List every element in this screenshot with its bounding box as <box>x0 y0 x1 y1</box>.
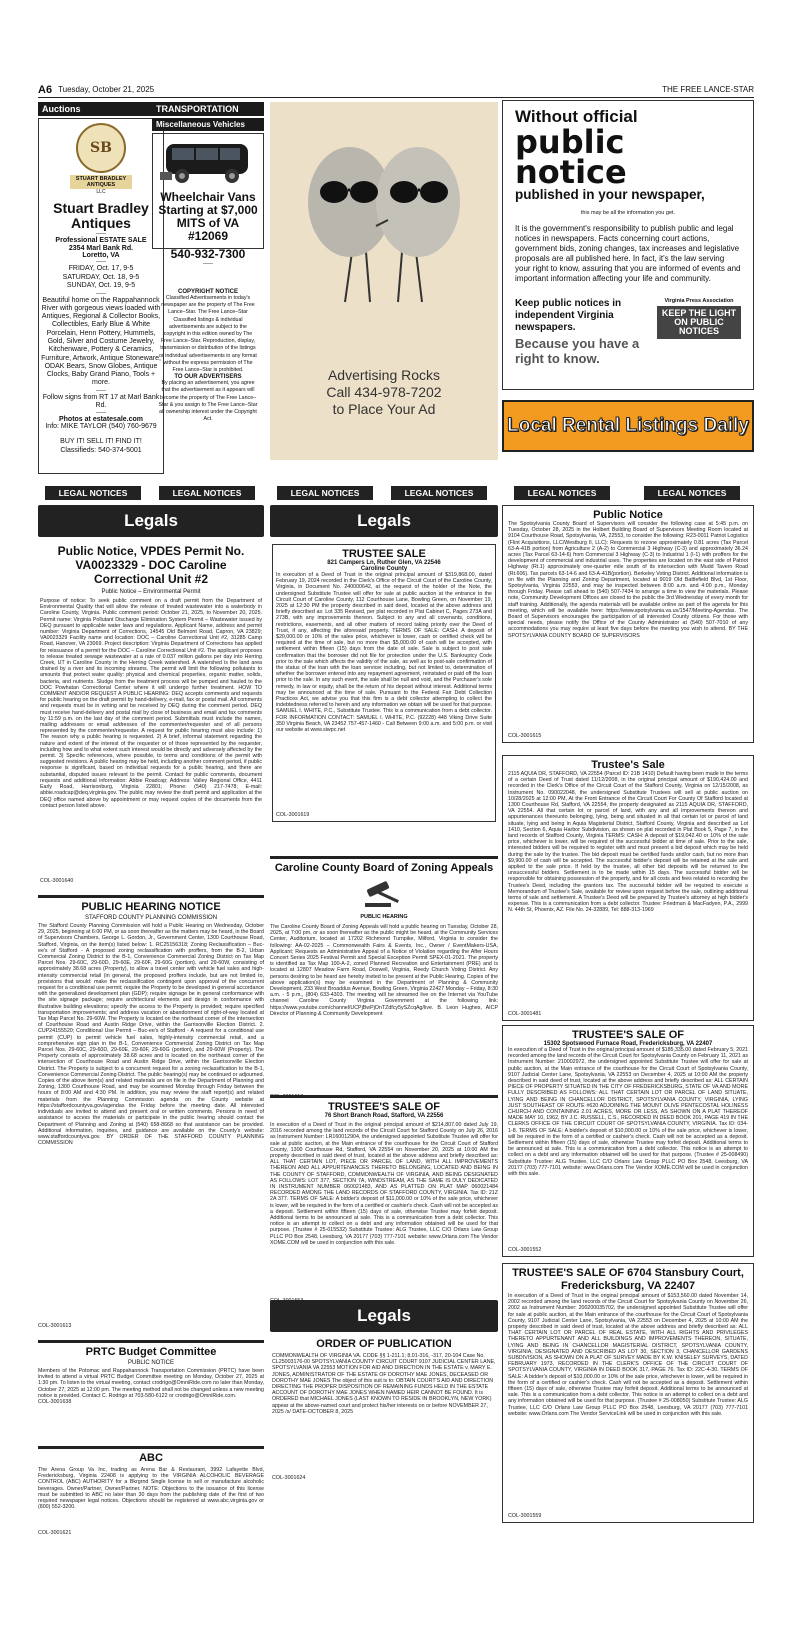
rocks-ad[interactable] <box>270 102 498 460</box>
copyright-body: Classified Advertisements in today's newspaper are the property of The Free Lance–Star. The Free Lance–Star Classified listings & individual advertisements are subject to the copyright in this edition owned by The Free Lance–Star. Reproduction, display, transmission or distribution of the listings or individual advertisements in any format without the express permission of The Free Lance–Star is prohibited. <box>159 295 257 374</box>
trustees-sale-notice <box>502 755 754 1021</box>
sale-directions: Follow signs from RT 17 at Marl Bank Rd. <box>42 393 160 410</box>
notice-body: COMMONWEALTH OF VIRGINIA VA. CODE §§ 1-211.1; 8.01-316, -317, 20-104 Case No. CL25003176-00 SPOTSYLVANIA COUNTY CIRCUIT COURT 9107 JUDICIAL CENTER LANE, SPOTSYLVANIA VA 22553 MOTION FOR AID AND DIRECTION IN THE ESTATE v. MARY E. JONES, ADMINISTRATOR OF THE ESTATE OF DOROTHY MAE JONES, DECEASED OR DOROTHY MAE JONES The object of this suit is to: OBTAIN COURT'S AID AND DIRECTION DIRECTING THE PROPER DISPOSITION OF REMAINING FUNDS HELD IN THE ESTATE ACCOUNT OF DOROTHY MAE JONES WHEN NAMED HEIR CANNOT BE FOUND. It is ORDERED that MICHAEL JONES (LAST KNOWN TO RESIDE IN BROOKLYN, NEW YORK) appear at the above-named court and protect his/her interests on or before NOVEMBER 27, 2025 /s/ DATE-OCTOBER 8, 2025 <box>272 1353 496 1415</box>
legal-notices-label: LEGAL NOTICES <box>45 486 142 500</box>
notice-id: COL-3001640 <box>40 878 74 884</box>
hearing-notice <box>38 895 264 1329</box>
pn-body: It is the government's responsibility to publish public and legal notices in newspapers. Facts concerning court actions, government bids, zoning changes, tax increases and legislative proposals are all published here. In fact, it's the law serving your right to know, assuring that you are informed of events and important information affecting your life and community. <box>515 224 741 283</box>
notice-id: COL-3001618 <box>270 1094 304 1100</box>
sale-dates: FRIDAY, Oct. 17, 9-5 SATURDAY, Oct. 18, 9-5 SUNDAY, Oct. 19, 9-5 <box>62 265 140 289</box>
auctions-header: Auctions <box>38 102 164 116</box>
abc-notice <box>38 1446 264 1537</box>
page-header <box>38 82 754 98</box>
pn-line1: Without official <box>515 107 638 126</box>
notice-id: COL-3001621 <box>38 1530 72 1537</box>
notice-id: COL-3001613 <box>38 1323 72 1329</box>
notice-title: Caroline County Board of Zoning Appeals <box>274 862 494 874</box>
notice-body: 2115 AQUIA DR, STAFFORD, VA 22554 (Parcel ID: 21B 1410) Default having been made in the terms of a certain Deed of Trust dated 11/12/2008, in the original principal amount of $190,424.00 and recorded in the Clerk's Office of the Circuit Court of the Stafford County, Virginia on 12/15/2008, as Instrument No. 090022048, the undersigned Substitute Trustees will sell at public auction on 10/28/2025 at 12:00 PM, At the Front Entrance of the Circuit Court For County Of Stafford located at 1300 Courthouse Rd, Stafford, VA 22554, the property designated as 2115 AQUIA DR, STAFFORD, VA 22554. All that certain lot or parcel of land, with any and all improvements thereon and appurtenances thereunto belonging, lying, being and situated in all that certain lot or parcel of land situate, lying and being in Aquia Magisterial District, Stafford County, Virginia and described as Lot 1410, Section 6, Aquia Harbor Subdivision, as shown on plat recorded in Plat Book 5, Page 7, in the land records of Stafford County, Virginia TERMS: CASH: A deposit of $19,042.40 or 10% of the sale price, whichever is lower, will be required of the successful bidder at time of sale. Prior to the sale, interested bidders will be required to register with and must present a bid deposit which may be held during the sale by the trustee. The bid deposit must be certified funds and/or cash, but no more than $9,900.00 of cash will be accepted. The successful bidder's deposit will be retained at the sale and applied to the sale price. If held by the trustee, all other bid deposits will be returned to the unsuccessful bidders. Settlement is to be made within 15 days. The successful bidder will be responsible for obtaining possession of the property, and for all costs and fees related to recording the Trustee's Deed, including the grantors tax. The successful bidder will be required to execute a Memorandum of Trustee's Sale, available for review upon request before the sale, outlining additional terms of sale and settlement. A Trustee's Deed will be prepared by Trustee's attorney at high bidder's expense. This is a communication from a debt collector. Trustee: Friedman & MacFadyen, P.A., 2999 N. 44th St, Phoenix, AZ. File No. 24-32889, Tel: 888-313-1969 <box>508 771 748 914</box>
van-ad-title: Wheelchair Vans Starting at $7,000 MITS of VA #12069 <box>158 190 258 243</box>
public-notice-ad <box>502 100 754 390</box>
rocks-illustration <box>270 102 498 362</box>
transportation-header: TRANSPORTATION <box>152 102 264 116</box>
publication-name: THE FREE LANCE-STAR <box>662 85 754 94</box>
legal-notices-label: LEGAL NOTICES <box>514 486 611 500</box>
notice-body: In execution of a Deed of Trust in the original principal amount of $319,868.00, dated February 19, 2024 recorded in the Clerk's Office of the Circuit Court of the Caroline County, Virginia, in Document No. 240000642, at the request of the holder of the Note, the undersigned Substitute Trustee will offer for sale at public auction at the entrance to the Circuit Court of Caroline County, 112 Courthouse Lane, Bowling Green, on November 19, 2025 at 12:30 PM the property described in said deed, located at the above address and briefly described as: Lot 335 Revised, per plat recorded in Plat Cabinet C, Pages 273A and 273B, with any improvements thereon. Subject to any and all covenants, conditions, restrictions, easements, and all other matters of record taking priority over the Deed of Trust, if any, affecting the aforesaid property. TERMS OF SALE: CASH: A deposit of $20,000.00 or 10% of the sales price, whichever is lower, cash or certified check will be required at the time of sale, but no more than $5,000.00 of cash will be accepted, with settlement within fifteen (15) days from the date of sale. Sale is subject to post sale confirmation that the borrower did not file for protection under the U.S. Bankruptcy Code prior to the sale which affects the validity of the sale, as well as to post-sale confirmation of the status of the loan with the loan servicer including, but not limited to, determination of whether the borrower entered into any repayment agreement, reinstated or paid off the loan prior to the sale. In any such event, the sale shall be null and void, and the Purchaser's sole remedy, in law or equity, shall be the return of his deposit without interest. Additional terms may be announced at the time of sale. Pursuant to the Federal Fair Debt Collection Practices Act, we advise you that this firm is a debt collector attempting to collect the indebtedness referred to herein and any information we obtain will be used for that purpose. SAMUEL I. WHITE, P.C., Substitute Trustee. This is a communication from a debt collector. FOR INFORMATION CONTACT: SAMUEL I. WHITE, P.C. (92228) 448 Viking Drive Suite 350 Virginia Beach, VA 23452 757-457-1460 - Call Between 9:00 a.m. and 5:00 p.m. or visit our website at www.siwpc.net <box>276 572 492 734</box>
divider: ----- <box>96 259 106 265</box>
advertisers-body: By placing an advertisement, you agree that the advertisement as it appears will become the property of The Free Lance–Star & you assign to The Free Lance–Star all ownership interest under the Copyright Act. <box>158 380 258 423</box>
notice-body: The Caroline County Board of Zoning Appeals will hold a public hearing on Tuesday, October 28, 2025, at 7:00 pm, or as soon thereafter as the public might be heard, at the Community Services Center, Auditorium, located at 17202 Richmond Turnpike, Milford, Virginia to consider the following: AA-02-2025 – Commonwealth Fairs & Events, Inc., Owner / EventMakers-USA, Applicant; Requests an Administrative Appeal of a Notice of Violation regarding the After Hours Concert Series 2025 Festival Permit and Special Exception Permit SPEX-01-2021. The property is identified as Tax Map 100-A-2, zoned Planned Recreation and Entertainment (PRE) and is located at 12807 Meadow Farm Road, Doswell, Virginia, Reedy Church Voting District. Any persons desiring to be heard are hereby invited to be present at the Public Hearing. Copies of the above application(s) may be examined in the Department of Planning & Community Development, 233 West Broaddus Avenue, Bowling Green, Virginia 22427 Monday – Friday, 8:30 a.m. - 5 p.m., (804) 633-4303. The meeting will be streamed live on the Internet via YouTube channel Caroline County Virginia Government at the following link: https://www.youtube.com/channel/UCPjBwPjOnTZdfcy5ySZcqAg/live. B. Leon Hughes, AICP Director of Planning & Community Development <box>270 924 498 1017</box>
legal-notices-bar <box>502 486 622 500</box>
vpdes-notice <box>40 544 262 884</box>
notice-body: Members of the Potomac and Rappahannock Transportation Commission (PRTC) have been invited to attend a virtual PRTC Budget Committee meeting on Monday, October 27, 2025 at 1:30 pm. To listen to the virtual meeting, contact crodrigo@OmniRide.com no later than Monday, October 27, 2025 at 12:00 pm. The meeting method shall not be changed unless a new meeting notice is provided. Contact C. Rodrigo at 703-580-6122 or crodrigo@OmniRide.com. <box>38 1368 264 1399</box>
notice-id: COL-3001638 <box>38 1399 72 1406</box>
vpa-label: Virginia Press Association <box>664 298 734 304</box>
auctions-section <box>38 102 164 482</box>
trustee-sale-notice <box>502 1025 754 1257</box>
notice-title: TRUSTEE'S SALE OF <box>327 1101 440 1113</box>
legal-notices-bar <box>38 486 148 500</box>
spotsy-public-notice <box>502 505 754 743</box>
page-number: A6 <box>38 83 53 96</box>
pn-line4: this may be all the information you get. <box>580 210 676 216</box>
pn-keep: Keep public notices in independent Virginia newspapers. <box>515 298 622 333</box>
vpa-logo: KEEP THE LIGHT ON PUBLIC NOTICES <box>657 306 741 339</box>
notice-id: COL-3001615 <box>508 733 542 739</box>
pn-line3: published in your newspaper, <box>515 187 705 202</box>
notice-body: In execution of a Deed of Trust in the original principal amount of $153,560.00 dated November 14, 2002 recorded among the land records of the Circuit Court for Spotsylvania County on November 26, 2002 as Instrument Number: 200200035702, the undersigned appointed Substitute Trustee will offer for sale at public auction, at the Main entrance of the courthouse for the Circuit Court of Spotsylvania County, 9107 Judicial Center Lane, Spotsylvania, VA 22553 on December 4, 2025 at 10:00 AM the property described in said deed of trust, located at the above address and briefly described as: ALL THAT CERTAIN LOT OR PARCEL OF REAL ESTATE, WITH ALL RIGHTS AND PRIVILEGES THERETO APPURTENANT AND ALL BUILDINGS AND IMPROVEMENTS THEREON, SITUATE, LYING AND BEING IN CHANCELLOR MAGISTERIAL DISTRICT, SPOTSYLVANIA COUNTY, VIRGINIA, DESIGNATED AND DESCRIBED AS LOT 30, SECTION 3, CHANCELLOR GARDENS SUBDIVISION, AS SHOWN ON A PLAT OF SURVEY MADE BY K.W. KNISELEY SURVEYS, DATED FEBRUARY 1973, RECORDED IN THE CLERK'S OFFICE OF THE CIRCUIT COURT OF SPOTSYLVANIA COUNTY, VIRGINIA IN DEED BOOK 317, PAGE 76. Tax ID: 22C-4-30. TERMS OF SALE: A bidder's deposit of $10,000.00 or 10% of the sale price, whichever is lower, will be required in the form of a certified or cashier's check. Cash will not be accepted as a deposit. Settlement within fifteen (15) days of sale, otherwise Trustee may forfeit deposit. Additional terms to be announced at sale. This is a communication from a debt collector. This notice is an attempt to collect on a debt and any information obtained will be used for that purpose. (Trustee # 25-008050) Substitute Trustee: ALG Trustee, LLC C/O Orlans Law Group PLLC PO Box 2548, Leesburg, VA 20177 (703) 777-7101 website: www.Orlans.com The Vendor ServiceLink will be used in conjunction with this sale. <box>508 1293 748 1417</box>
legals-header: Legals <box>270 1300 498 1332</box>
notice-title: Public Notice, VPDES Permit No. VA0023329 - DOC Caroline Correctional Unit #2 <box>57 544 245 586</box>
notice-subtitle: STAFFORD COUNTY PLANNING COMMISSION <box>84 915 218 921</box>
legals-header: Legals <box>270 505 498 537</box>
notice-body: The Arena Group Va Inc, trading as Arena Bar & Restaurant, 3992 Lafayette Blvd, Fredericksburg, Virginia 22408 is applying to the VIRGINIA ALCOHOLIC BEVERAGE CONTROL (ABC) AUTHORITY for a Bkrgrnd Single license to sell or manufacture alcoholic beverages. Owner/Partner, Owner/Partner. NOTE: Objections to the issuance of this license must be submitted to ABC no later than 30 days from the publishing date of the first of two required newspaper legal notices. Objections should be registered at www.abc.virginia.gov or (800) 552-3200. <box>38 1467 264 1511</box>
notice-title: PUBLIC HEARING NOTICE <box>81 901 221 913</box>
legal-notices-bar <box>384 486 494 500</box>
auction-title: Stuart Bradley Antiques <box>53 200 149 231</box>
notice-id: COL-3001559 <box>508 1513 542 1519</box>
legal-notices-bar <box>630 486 754 500</box>
gavel-icon <box>361 879 407 909</box>
van-image <box>158 138 258 186</box>
misc-vehicles-header: Miscellaneous Vehicles <box>152 118 264 131</box>
notice-address: 821 Campers Ln, Ruther Glen, VA 22546 <box>327 560 441 566</box>
rental-banner[interactable] <box>502 400 754 452</box>
classifieds-promo: BUY IT! SELL IT! FIND IT! Classifieds: 540-374-5001 <box>60 438 142 454</box>
sale-city: Loretto, VA <box>82 252 120 259</box>
rocks-ad-text: Advertising Rocks Call 434-978-7202 to Place Your Ad <box>326 367 442 417</box>
legal-notices-label: LEGAL NOTICES <box>159 486 256 500</box>
notice-title: Trustee's Sale <box>591 759 665 771</box>
logo-sub: LLC <box>96 189 106 195</box>
notice-body: In execution of a Deed of Trust in the original principal amount of $214,807.00 dated July 19, 2016 recorded among the land records of the Circuit Court for Stafford County on July 26, 2016 as Instrument Number: LR160012904, the undersigned appointed Substitute Trustee will offer for sale at public auction, at the Main entrance of the courthouse for the Circuit Court of Stafford County, 1300 Courthouse Rd, Stafford, VA 22554 on November 20, 2025 at 10:00 AM the property described in said deed of trust, located at the above address and briefly described as: ALL THAT CERTAIN LOT, PIECE OR PARCEL OF LAND, WITH ALL IMPROVEMENTS THEREON AND ALL APPURTENANCES THERETO BELONGING, LOCATED AND BEING IN THE COUNTY OF STAFFORD, COMMONWEALTH OF VIRGINIA, AND BEING DESIGNATED AS FOLLOWS: LOT 377, SECTION 7A, WINDSTREAM, AS THE SAME IS DULY DEDICATED IN INSTRUMENT NUMBER 060021483, AND AS PLATTED ON PLAT MAP 060021484 RECORDED AMONG THE LAND RECORDS OF STAFFORD COUNTY, VIRGINIA. Tax ID: 21Z 2A 377. TERMS OF SALE: A bidder's deposit of $11,000.00 or 10% of the sale price, whichever is lower, will be required in the form of a certified or cashier's check. Cash will not be accepted as a deposit. Settlement within fifteen (15) days of sale, otherwise Trustee may forfeit deposit. Additional terms to be announced at sale. This is a communication from a debt collector. This notice is an attempt to collect on a debt and any information obtained will be used for that purpose. (Trustee # 25-015532) Substitute Trustee: ALG Trustee, LLC C/O Orlans Law Group PLLC PO Box 2548, Leesburg, VA 20177 (703) 777-7101 website: www.Orlans.com The Vendor XOME.COM will be used in conjunction with this sale. <box>270 1122 498 1246</box>
pn-right: Because you have a right to know. <box>515 336 640 366</box>
prtc-notice <box>38 1340 264 1405</box>
notice-body: The Stafford County Planning Commission will hold a Public Hearing on Wednesday, October 29, 2025, beginning at 6:00 PM, or as soon thereafter as the matters may be heard, in the Board of Supervisors Chambers, George L. Gordon, Jr., Government Center, 1300 Courthouse Road, Stafford, Virginia, on the item(s) listed below: 1. RC25156318; Zoning Reclassification – Buc-ee's of Stafford - A proposed zoning reclassification with proffers, from the B-2, Urban Commercial Zoning District to the B-1, Convenience Commercial Zoning District on Tax Map Parcel Nos. 29-60C, 29-60D, 29-60E, 29-60F, 29-60G (portion), and 29-60W, consisting of approximately 38.68 acres (Property), to allow a travel center with vehicle fuel sales and high-intensity commercial retail (in general, the proposed proffers include, but are not limited to, provisions that would: make the reclassification contingent upon approval of the concurrent request for a conditional use permit; require the Property to be developed in general accordance with the generalized development plan (GDP); require signage be in general conformance with the site signage package; require architectural elements and design in conformance with illustrative building elevations; specify the access to the Property is provided; require specified transportation improvements; and address vacation or abandonment of right-of-way located at Tax Map Parcel No. 29-60W. The Property is located on the northeast corner of the intersection of Courthouse Road and Austin Ridge Drive, within the Garrisonville Election District. 2. CUP24155520; Conditional Use Permit – Buc-ee's of Stafford - A request for a conditional use permit (CUP) to permit vehicle fuel sales, highly-intensity commercial retail, and a comprehensive sign plan in the B-1, Convenience Commercial Zoning District on Tax Map Parcel Nos. 29-60C, 29-60D, 29-60E, 29-60F, 29-60G (portion), and 29-60W (Property). The Property consists of approximately 38.68 acres and is located on the northeast corner of the intersection of Courthouse Road and Austin Ridge Drive, within the Garrisonville Election District. The Property is subject to a concurrent request for a zoning reclassification to the B-1, Convenience Commercial Zoning District. The public hearing(s) may be continued or adjourned. Copies of the above item(s) and related materials are on file in the Department of Planning and Zoning, 1300 Courthouse Road, and may be examined Monday through Friday between the hours of 8:00 AM and 4:30 PM. In addition, you may review the staff report(s) and related materials from the Planning Commission agenda on the County website at https://staffordcountyva.gov/agendas the Friday before the meeting date. All interested individuals are invited to attend and present oral or written comments. Persons in need of assistance to access the materials or participate in the public hearing should contact the Department of Planning and Zoning at (540) 658-8668 so that assistance can be provided. Additional information, inquiries, and guidance are available on the County's website: www.staffordcountyva.gov. BY ORDER OF THE STAFFORD COUNTY PLANNING COMMISSION <box>38 923 264 1147</box>
sale-info: Info: MIKE TAYLOR (540) 760-9679 <box>45 423 157 431</box>
notice-title: TRUSTEE'S SALE OF 6704 Stansbury Court, Fredericksburg, VA 22407 <box>512 1267 744 1292</box>
notice-county: Caroline County <box>360 566 408 572</box>
legal-notices-label: LEGAL NOTICES <box>644 486 741 500</box>
notice-body: Purpose of notice: To seek public comment on a draft permit from the Department of Environmental Quality that will allow the release of treated wastewater into a waterbody in Caroline County, Virginia. Public comment period: October 21, 2025, to November 20, 2025. Permit name: Virginia Pollutant Discharge Elimination System Permit – Wastewater issued by DEQ pursuant to applicable water laws and regulations. Applicant Name, address and permit number: Virginia Department of Corrections, 14545 Old Belmont Road, Capron, VA 23829; VA0023329 Facility name and location: DOC – Caroline Correctional Unit #2, 31285 Camp Road, Hanover, VA 23069. Project description: Virginia Department of Corrections has applied for reissuance of a permit for the DOC – Caroline Correctional Unit #2. The applicant proposes to release treated sewage wastewater at a rate of 0.037 million gallons per day into Herring Creek, UT in Caroline County in the Herring Creek watershed. A watershed is the land area drained by a river and its incoming streams. The permit will limit the following pollutants to amounts that protect water quality: physical and chemical properties, organic matter, solids, bacteria, and nutrients. Sludge from the treatment process will be pumped and hauled to the DOC Powhatan Correctional Center where it will undergo further treatment. HOW TO COMMENT AND/OR REQUEST A PUBLIC HEARING: DEQ accepts comments and requests for public hearing on the draft permit by hand-delivery, e-mail, fax or postal mail. All comments and requests must be in writing and be received by DEQ during the comment period. DEQ must receive hand-delivery and postal mail by close of business and email and fax comments by 11:59 p.m. on the last day of the comment period. Submittals must include the names, mailing addresses or email addresses of the commenter/requester and of all persons represented by the commenter/requester. A request for public hearing must also include: 1) The reason why a public hearing is requested. 2) A brief, informal statement regarding the nature and extent of the interest of the requester or of those represented by the requester, including how and to what extent such interest would be directly and adversely affected by the permit. 3) Specific references, where possible, to terms and conditions of the permit with suggested revisions. A public hearing may be held, including another comment period, if public response is significant, based on individual requests for a public hearing, and there are substantial, disputed issues relevant to the permit. Contact for public comments, document requests and additional information: Abbie Roadcap; Address: Valley Regional Office, 4411 Early Road, Harrisonburg, Virginia 22801; Phone: (540) 217-7478; E-mail: abbie.roadcap@deq.virginia.gov. The public may review the draft permit and application at the DEQ office named above by appointment or may request copies of the documents from the contact person listed above. <box>40 598 262 809</box>
logo-text: STUART BRADLEY ANTIQUES <box>70 175 132 189</box>
notice-subtitle: Public Notice – Environmental Permit <box>101 589 201 595</box>
legals-header: Legals <box>38 505 264 537</box>
sale-address: 2354 Marl Bank Rd. <box>68 245 134 252</box>
notice-title: ABC <box>139 1452 163 1464</box>
notice-id: COL-3001619 <box>276 812 310 818</box>
notice-id: COL-3001624 <box>272 1475 306 1482</box>
legal-notices-bar <box>270 486 380 500</box>
divider: ----- <box>96 231 106 237</box>
sale-type: Professional ESTATE SALE <box>55 237 147 244</box>
caroline-bza-notice <box>270 856 498 1100</box>
trustee-sale-notice <box>272 544 496 822</box>
notice-body: The Spotsylvania County Board of Supervisors will consider the following case at 5:45 p.m. on Tuesday, October 28, 2025 in the Holbert Building Board of Supervisors Meeting Room located at 9104 Courthouse Road, Spotsylvania, VA, 22553, to consider the following: R23-0011 Patriot Logistics (Flint Acquisitions, LLC/Westburg II, LLC): Requests to rezone approximately 0.81 acres (Tax Parcel 63-A-41B portion) from Agriculture 2 (A-2) to Commercial 3 Highway (C-3) and approximately 36.24 acres (Tax Parcel 63-14-6) from Commercial 3 Highway (C-3) to Industrial 1 (I-1) with proffers for the development of commercial and industrial uses. The properties are located on the east side of Patriot Highway (Rt.1) approximately one-quarter mile south of its intersection with Mudd Tavern Road (Rt.606). Tax parcels 63-14-6 and 63-A-41B(portion). Berkeley Voting District. Additional information is on file with the Planning and Zoning Department, located at 9019 Old Battlefield Blvd, 1st Floor, Spotsylvania, Virginia 22553, and may be inspected between 8:00 a.m. and 4:00 p.m., Monday through Friday. Please call ahead to (540) 507-7434 to arrange a time to view the materials. Please note, Community Development Offices are closed to the public the 3rd Wednesday of every month for staff training. Additionally, the agenda materials will be available online as part of the agenda for this meeting, which will be available here: https://www.spotsylvania.va.us/1547/Meeting-Agendas. The Board of Supervisors encourages the participation of all interested County citizens. For those with special needs, please notify the Office of the County Administrator at (540) 507-7010 of any accommodations you may require at least five days before the meeting you wish to attend. BY THE SPOTSYLVANIA COUNTY BOARD OF SUPERVISORS <box>508 521 748 639</box>
trustee-sale-notice <box>270 1095 498 1304</box>
divider: ----- <box>96 387 106 394</box>
notice-address: 76 Short Branch Road, Stafford, VA 22556 <box>324 1113 444 1119</box>
notice-body: In execution of a Deed of Trust in the original principal amount of $185,335.00 dated February 5, 2021 recorded among the land records of the Circuit Court for Spotsylvania County on February 11, 2021 as Instrument Number: 210002972, the undersigned appointed Substitute Trustee will offer for sale at public auction, at the Main entrance of the courthouse for the Circuit Court of Spotsylvania County, 9107 Judicial Center Lane, Spotsylvania, VA 22553 on December 4, 2025 at 10:00 AM the property described in said deed of trust, located at the above address and briefly described as: ALL CERTAIN PIECE OF PROPERTY SITUATED IN THE CITY OF FREDERICKSBURG, STATE OF VA AND MORE FULLY DESCRIBED AS FOLLOWS: ALL THAT CERTAIN LOT OR PARCEL OF LAND SITUATE, LYING AND BEING IN CHANCELLOR DISTRICT, SPOTSYLVANIA COUNTY, VIRGINIA, LYING JUST SOUTHEAST OF ROUTE #620 ADJOINING THE MOUNT OLIVE PENTECOSTAL HOLINESS CHURCH AND CONTAINING 2.01 ACRES, MORE OR LESS, AS SHOWN ON A PLAT THEREOF MADE MAY 10, 1962, BY J.C. RUSSELL, C.S., RECORDED IN DEED BOOK 201, PAGE 419 IN THE CLERKS OFFICE OF THE CIRCUIT COURT OF SPOTSYLVANIA COUNTY, VIRGINIA. Tax ID: 034-1-8. TERMS OF SALE: A bidder's deposit of $10,000.00 or 10% of the sale price, whichever is lower, will be required in the form of a certified or cashier's check. Cash will not be accepted as a deposit. Settlement within fifteen (15) days of sale, otherwise Trustee may forfeit deposit. Additional terms to be announced at sale. This is a communication from a debt collector. This notice is an attempt to collect on a debt and any information obtained will be used for that purpose. (Trustee # 25-008490) Substitute Trustee: ALG Trustee, LLC C/O Orlans Law Group PLLC PO Box 2548, Leesburg, VA 20177 (703) 777-7101 website: www.Orlans.com The Vendor XOME.COM will be used in conjunction with this sale. <box>508 1047 748 1178</box>
transportation-section <box>152 102 264 482</box>
notice-title: TRUSTEE'S SALE OF <box>571 1029 684 1041</box>
divider: ----- <box>96 290 106 297</box>
advertisers-title: TO OUR ADVERTISERS <box>174 374 242 381</box>
notice-title: TRUSTEE SALE <box>342 548 426 560</box>
publication-order-notice <box>272 1338 496 1481</box>
rental-banner-text: Local Rental Listings Daily <box>507 415 749 436</box>
pn-line2: public notice <box>515 123 627 191</box>
legal-notices-label: LEGAL NOTICES <box>277 486 374 500</box>
page-date: Tuesday, October 21, 2025 <box>58 85 155 94</box>
public-hearing-badge: PUBLIC HEARING <box>360 914 408 920</box>
copyright-title: COPYRIGHT NOTICE <box>177 289 238 295</box>
divider: ----- <box>203 261 213 267</box>
notice-title: ORDER OF PUBLICATION <box>316 1338 452 1350</box>
van-ad-phone: 540-932-7300 <box>170 247 246 261</box>
sale-description: Beautiful home on the Rappahannock River with gorgeous views loaded with Antiques, Regional & Collector Books, Collectibles, Early Blue & White Porcelain, Henn Pottery, Hummels, Gold, Silver and Costume Jewelry, Kitchenware, Pottery & Ceramics, Furniture, Artwork, Antique Stoneware, ODAK Bears, Snow Globes, Antique Clocks, Baby Grand Piano, Tools + more. <box>41 296 161 387</box>
notice-id: COL-3001552 <box>508 1247 542 1253</box>
notice-address: 15302 Spotswood Furnace Road, Fredericksburg, VA 22407 <box>543 1041 713 1047</box>
trustee-sale-notice <box>502 1263 754 1523</box>
notice-id: COL-3001481 <box>508 1011 542 1017</box>
legal-notices-label: LEGAL NOTICES <box>391 486 488 500</box>
stuart-bradley-logo: SB <box>76 123 126 173</box>
notice-title: PRTC Budget Committee <box>85 1346 217 1358</box>
notice-title: Public Notice <box>593 509 663 521</box>
legal-notices-bar <box>152 486 262 500</box>
divider: ----- <box>96 410 106 417</box>
sale-photos[interactable]: Photos at estatesale.com <box>58 416 144 424</box>
notice-subtitle: PUBLIC NOTICE <box>127 1360 174 1366</box>
